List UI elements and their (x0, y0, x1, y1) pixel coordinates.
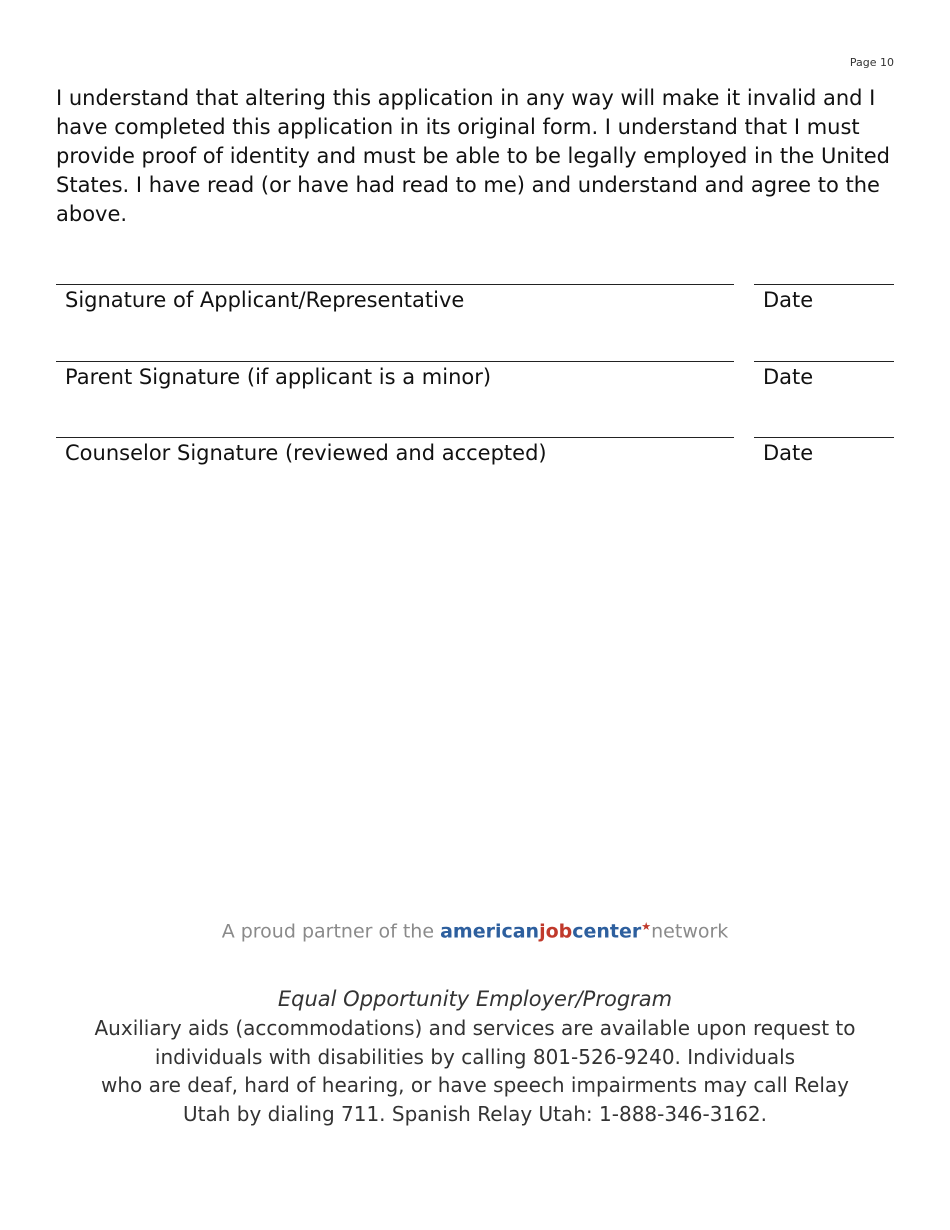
statement-paragraph: I understand that altering this application in any way will make it invalid and I have completed this application in its original form. I understand that I must provide proof of identity and must be able to be legally employed in the United States. I have read (or have had read to me) and understand and agree to the above. (56, 86, 890, 226)
page-number: Page 10 (849, 56, 894, 69)
partner-lead-text: A proud partner of the (221, 920, 441, 943)
signature-label-counselor: Counselor Signature (reviewed and accepted) (65, 441, 547, 465)
signature-label-applicant: Signature of Applicant/Representative (65, 288, 465, 312)
date-line-counselor[interactable] (754, 437, 894, 466)
signature-line-parent[interactable] (56, 361, 734, 390)
aux-line-4: Utah by dialing 711. Spanish Relay Utah: 1-888-346-3162. (182, 1101, 768, 1126)
date-line-parent[interactable] (754, 361, 894, 390)
star-icon: ★ (641, 920, 652, 933)
signature-line-counselor[interactable] (56, 437, 734, 466)
partner-logo (0, 920, 950, 942)
signature-row-applicant (56, 284, 894, 324)
date-label-applicant: Date (763, 288, 814, 312)
signature-line-applicant[interactable] (56, 284, 734, 313)
aux-line-1: Auxiliary aids (accommodations) and services are available upon request to (94, 1016, 856, 1040)
footer (40, 985, 910, 1128)
aux-line-2: individuals with disabilities by calling 801-526-9240. Individuals (154, 1044, 796, 1069)
signature-row-counselor (56, 437, 894, 477)
date-line-applicant[interactable] (754, 284, 894, 313)
signature-label-parent: Parent Signature (if applicant is a minor) (65, 365, 492, 389)
date-label-parent: Date (763, 365, 814, 389)
brand-center-text: center (572, 920, 642, 943)
signature-row-parent (56, 361, 894, 401)
brand-job-text: job (539, 920, 573, 943)
date-label-counselor: Date (763, 441, 814, 465)
eoe-heading: Equal Opportunity Employer/Program (277, 987, 673, 1011)
brand-network-text: network (651, 920, 729, 943)
aux-line-3: who are deaf, hard of hearing, or have speech impairments may call Relay (100, 1073, 850, 1097)
brand-american-text: american (440, 920, 540, 943)
